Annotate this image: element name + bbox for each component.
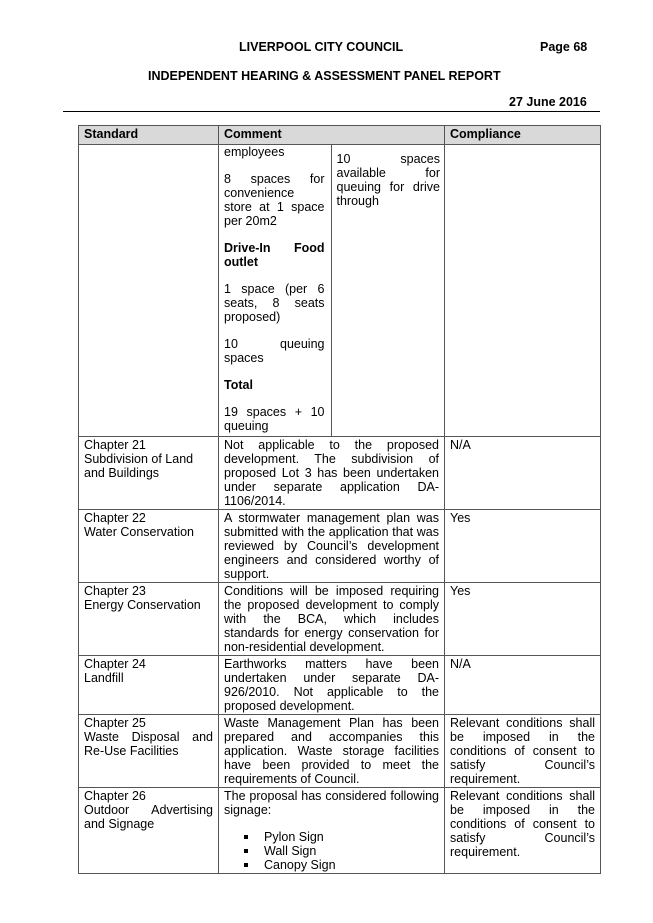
- parking-line-total: 19 spaces + 10 queuing: [224, 405, 325, 433]
- continued-standard-cell: [79, 145, 219, 437]
- compliance-cell: N/A: [445, 437, 601, 510]
- table-row: [79, 715, 601, 788]
- standard-cell: Chapter 21 Subdivision of Land and Buildings: [79, 437, 219, 510]
- standards-table: [78, 125, 601, 874]
- comment-cell: Conditions will be imposed requiring the proposed development to comply with the BCA, which includes standards for energy conservation for non-residential development.: [219, 583, 445, 656]
- report-date: 27 June 2016: [509, 95, 587, 109]
- signage-list: [224, 830, 439, 872]
- parking-line-employees: employees: [224, 145, 285, 159]
- standard-chapter: Chapter 23: [84, 584, 146, 598]
- table-row: [79, 788, 601, 874]
- queuing-available-text: 10 spaces available for queuing for drive through: [336, 152, 440, 208]
- list-item: Wall Sign: [244, 844, 439, 858]
- standard-title: Energy Conservation: [84, 598, 201, 612]
- parking-heading-drive-in: Drive-In Food outlet: [224, 241, 325, 269]
- signage-intro: The proposal has considered following signage:: [224, 789, 439, 817]
- standard-title: Landfill: [84, 671, 124, 685]
- table-row: [79, 656, 601, 715]
- comment-cell: Not applicable to the proposed development. The subdivision of proposed Lot 3 has been undertaken under separate application DA-1106/2014.: [219, 437, 445, 510]
- comment-cell: [219, 788, 445, 874]
- compliance-cell: Relevant conditions shall be imposed in the conditions of consent to satisfy Council’s requirement.: [445, 715, 601, 788]
- table-row-continued: [79, 145, 601, 437]
- compliance-cell: Yes: [445, 510, 601, 583]
- parking-subtable: [219, 145, 445, 436]
- standard-title: Outdoor Advertising and Signage: [84, 803, 213, 831]
- comment-cell: Earthworks matters have been undertaken under separate DA-926/2010. Not applicable to the proposed development.: [219, 656, 445, 715]
- compliance-cell: N/A: [445, 656, 601, 715]
- comment-cell: A stormwater management plan was submitted with the application that was reviewed by Council’s development engineers and considered worthy of support.: [219, 510, 445, 583]
- standard-cell: [79, 788, 219, 874]
- standard-title: Water Conservation: [84, 525, 194, 539]
- standard-chapter: Chapter 26: [84, 789, 146, 803]
- column-header-compliance: Compliance: [445, 126, 601, 145]
- table-row: [79, 437, 601, 510]
- table-row: [79, 583, 601, 656]
- standard-cell: [79, 656, 219, 715]
- continued-comment-cell: [219, 145, 445, 437]
- continued-compliance-cell: [445, 145, 601, 437]
- comment-cell: Waste Management Plan has been prepared and accompanies this application. Waste storage facilities have been provided to meet the requirements of Council.: [219, 715, 445, 788]
- parking-line-seats: 1 space (per 6 seats, 8 seats proposed): [224, 282, 325, 324]
- parking-queuing-cell: [331, 145, 445, 436]
- compliance-cell: Relevant conditions shall be imposed in the conditions of consent to satisfy Council’s requirement.: [445, 788, 601, 874]
- column-header-standard: Standard: [79, 126, 219, 145]
- list-item: Pylon Sign: [244, 830, 439, 844]
- column-header-comment: Comment: [219, 126, 445, 145]
- list-item: Canopy Sign: [244, 858, 439, 872]
- standard-chapter: Chapter 24: [84, 657, 146, 671]
- standard-chapter: Chapter 22: [84, 511, 146, 525]
- parking-heading-total: Total: [224, 378, 253, 392]
- standard-cell: [79, 510, 219, 583]
- standard-cell: [79, 583, 219, 656]
- standard-cell: [79, 715, 219, 788]
- parking-line-queuing: 10 queuing spaces: [224, 337, 325, 365]
- council-name: LIVERPOOL CITY COUNCIL: [239, 40, 404, 54]
- page-number: Page 68: [540, 40, 588, 54]
- standard-chapter: Chapter 25: [84, 716, 146, 730]
- report-title: INDEPENDENT HEARING & ASSESSMENT PANEL REPORT: [148, 69, 501, 83]
- parking-breakdown-cell: [219, 145, 331, 436]
- table-row: [79, 510, 601, 583]
- standard-title: Waste Disposal and Re-Use Facilities: [84, 730, 213, 758]
- parking-line-convenience-store: 8 spaces for convenience store at 1 space per 20m2: [224, 172, 325, 228]
- header-divider: [63, 111, 600, 112]
- table-header-row: [79, 126, 601, 145]
- compliance-cell: Yes: [445, 583, 601, 656]
